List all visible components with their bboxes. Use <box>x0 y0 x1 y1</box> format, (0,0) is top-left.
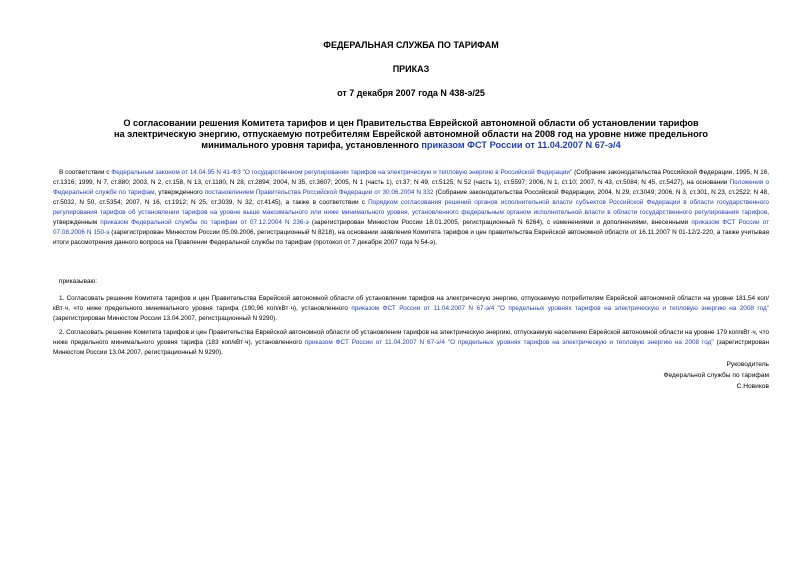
agency-name: ФЕДЕРАЛЬНАЯ СЛУЖБА ПО ТАРИФАМ <box>323 40 499 50</box>
item-2-paragraph <box>53 328 769 358</box>
order-word: приказываю: <box>59 278 97 285</box>
title-line-1: О согласовании решения Комитета тарифов и цен Правительства Еврейской автономной области об установлении тарифов <box>123 118 699 128</box>
signature-name: С.Новиков <box>736 383 769 390</box>
title-line-3-text: минимального уровня тарифа, установленного <box>201 140 422 150</box>
government-decree-link[interactable]: постановлением Правительства Российской Федерации от 30.06.2004 N 332 <box>204 189 434 196</box>
title-order-link[interactable]: приказом ФСТ России от 11.04.2007 N 67-э/4 <box>421 140 621 150</box>
preamble-text-5: , утвержденным <box>53 209 769 226</box>
fst-order-236-link[interactable]: приказом Федеральной службы по тарифам от 07.12.2004 N 236-э <box>100 219 309 226</box>
item-1-text-2: (зарегистрирован Минюстом России 13.04.2007, регистрационный N 9290). <box>53 315 278 322</box>
title-line-2: на электрическую энергию, отпускаемую потребителям Еврейской автономной области на 2008 год на уровне ниже предельного <box>113 129 709 139</box>
item-2-text-1: 2. Согласовать решение Комитета тарифов и цен Правительства Еврейской автономной области об установлении тарифов на электрическую энергию, отпускаемую населению Еврейской автономной области на уровне 179 коп/кВт·ч, что ниже предельного минимального уровня тарифа (183 коп/кВт·ч), установленного <box>53 329 769 346</box>
document-date: от 7 декабря 2007 года N 438-э/25 <box>337 88 485 98</box>
preamble-paragraph <box>53 168 769 248</box>
item-2-text-2: (зарегистрирован Минюстом России 13.04.2007, регистрационный N 9290). <box>53 339 769 356</box>
fst-regulation-link[interactable]: Положения о Федеральной службе по тарифам <box>53 179 769 196</box>
signature-organization: Федеральной службы по тарифам <box>663 372 769 379</box>
preamble-text-4: (Собрание законодательства Российской Федерации, 2004, N 29, ст.3049; 2006, N 3, ст.301, N 23, ст.2522; N 48, ст.5032, N 50, ст.5354; 2007, N 16, ст.1912; N 25, ст.3039, N 32, ст.4145), а также в соответствии с <box>53 189 770 206</box>
item-1-text-1: 1. Согласовать решение Комитета тарифов и цен Правительства Еврейской автономной области об установлении тарифов на электрическую энергию, отпускаемую потребителям Еврейской автономной области на уровне 181,54 коп/кВт·ч, что ниже предельного минимального уровня тарифа (190,96 коп/кВт·ч), установленного <box>53 295 769 312</box>
item-1-paragraph <box>53 294 769 324</box>
item-1-order-link[interactable]: приказом ФСТ России от 11.04.2007 N 67-э/4 "О предельных уровнях тарифов на электрическую и тепловую энергию на 2008 год" <box>351 305 769 312</box>
federal-law-link[interactable]: Федеральным законом от 14.04.95 N 41-ФЗ "О государственном регулировании тарифов на электрическую и тепловую энергию в Российской Федерации" <box>111 169 573 176</box>
preamble-text-7: (зарегистрирован Минюстом России 05.09.2006, регистрационный N 8218), на основании заявления Комитета тарифов и цен правительства Еврейской автономной области от 16.11.2007 N 01-12/2-220, а также учитывая итоги рассмотрения данного вопроса на Правлении Федеральной службы по тарифам (протокол от 7 декабря 2007 года N 54-э), <box>53 229 769 246</box>
title-line-3 <box>53 140 769 151</box>
preamble-text-3: , утвержденного <box>154 189 205 196</box>
signature-block <box>664 359 770 392</box>
fst-order-150-link[interactable]: приказом ФСТ России от 07.08.2006 N 150-э <box>53 219 769 236</box>
preamble-text-1: В соответствии с <box>59 169 112 176</box>
preamble-text-6: (зарегистрирован Минюстом России 18.01.2005, регистрационный N 6264), с изменениями и дополнениями, внесенными <box>308 219 692 226</box>
signature-position: Руководитель <box>726 361 769 368</box>
document-title <box>53 118 769 151</box>
item-2-order-link[interactable]: приказом ФСТ России от 11.04.2007 N 67-э/4 "О предельных уровнях тарифов на электрическую и тепловую энергию на 2008 год" <box>304 339 714 346</box>
approval-procedure-link[interactable]: Порядком согласования решений органов исполнительной власти субъектов Российской Федерации в области государственного регулирования тарифов об установлении тарифов на уровне выше максимального или ниже минимального уровня, установленного федеральным органом исполнительной власти в области государственного регулирования тарифов <box>53 199 769 216</box>
document-kind: ПРИКАЗ <box>392 64 430 74</box>
preamble-text-2: (Собрание законодательства Российской Федерации, 1995, N 16, ст.1316; 1999, N 7, ст.880; 2003, N 2, ст.158, N 13, ст.1180, N 28, ст.2894; 2004, N 35, ст.3607; 2005, N 1 (часть 1), ст.37; N 49, ст.5125; N 52 (часть 1), ст.5597; 2006, N 1, ст.10; 2007, N 43, ст.5084; N 45, ст.5427), на основании <box>53 169 769 186</box>
